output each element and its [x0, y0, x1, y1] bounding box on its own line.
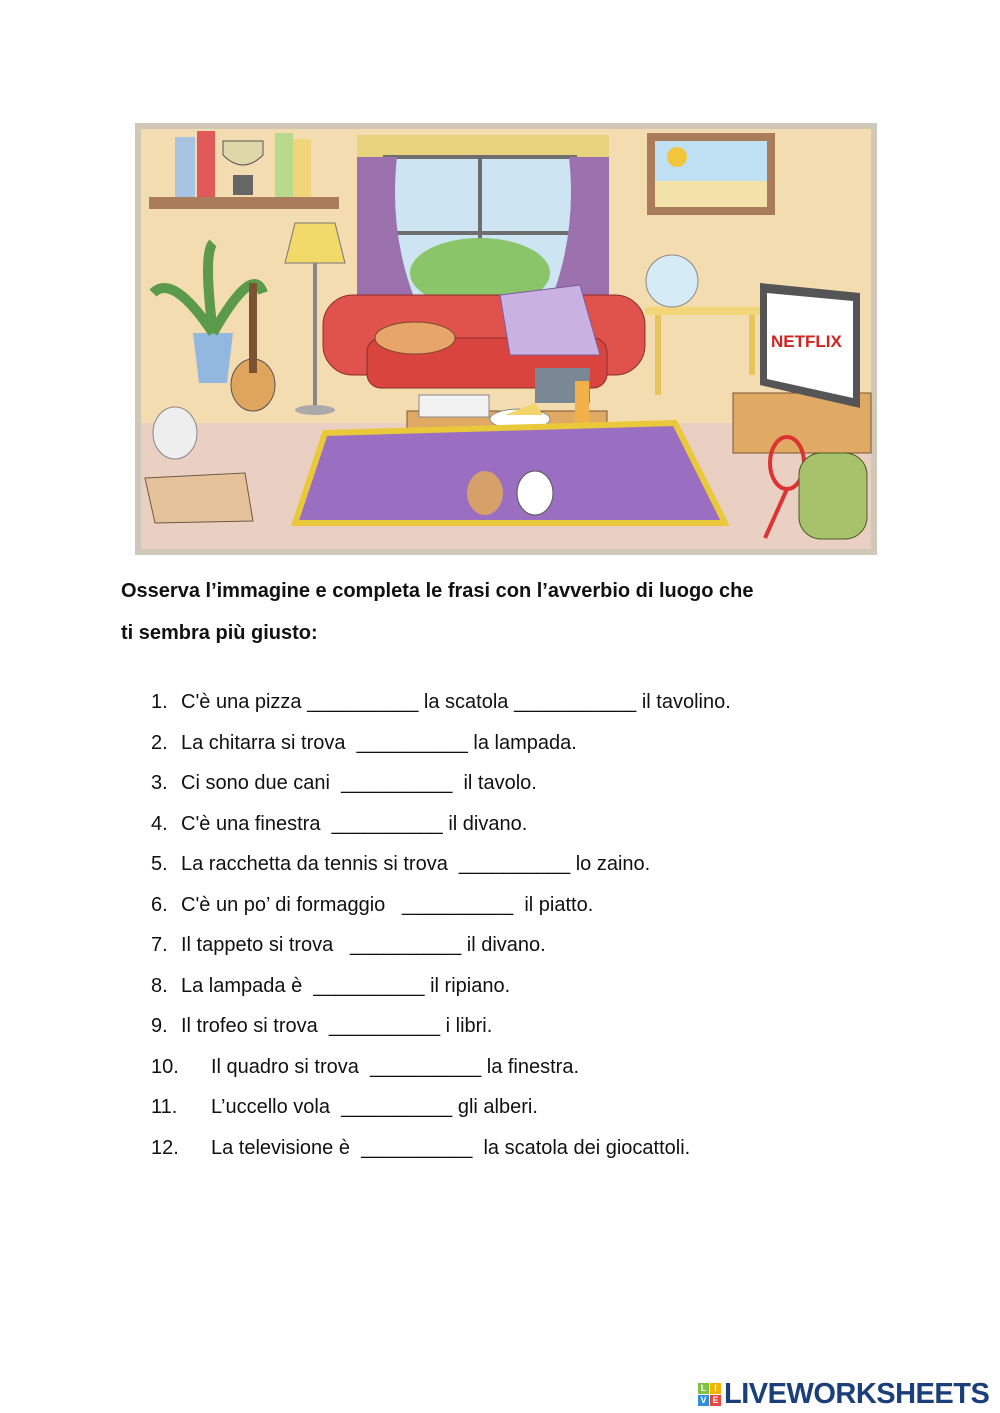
instruction-line-2: ti sembra più giusto:: [121, 622, 318, 644]
sentence-text[interactable]: C'è un po’ di formaggio __________ il piatto.: [181, 894, 594, 916]
liveworksheets-logo: [698, 1378, 989, 1411]
sentence-text[interactable]: C'è una pizza __________ la scatola ___________ il tavolino.: [181, 691, 731, 713]
sentence-number: 4.: [151, 813, 168, 835]
sentence-number: 6.: [151, 894, 168, 916]
logo-letter: E: [710, 1395, 721, 1406]
logo-letter: I: [710, 1383, 721, 1394]
sentence-number: 12.: [151, 1137, 179, 1159]
sentence-number: 9.: [151, 1015, 168, 1037]
sentence-text[interactable]: La racchetta da tennis si trova __________ lo zaino.: [181, 853, 651, 875]
sentence-text[interactable]: La televisione è __________ la scatola dei giocattoli.: [211, 1137, 691, 1159]
netflix-logo: NETFLIX: [771, 332, 842, 351]
sentence-text[interactable]: Ci sono due cani __________ il tavolo.: [181, 772, 537, 794]
sentence-text[interactable]: Il quadro si trova __________ la finestra.: [211, 1056, 580, 1078]
logo-text: LIVEWORKSHEETS: [724, 1378, 990, 1410]
logo-letter: L: [698, 1383, 709, 1394]
living-room-illustration: [135, 123, 877, 555]
sentence-number: 3.: [151, 772, 168, 794]
sentence-number: 10.: [151, 1056, 179, 1078]
sentence-text[interactable]: La chitarra si trova __________ la lampada.: [181, 732, 577, 754]
sentence-text[interactable]: Il tappeto si trova __________ il divano.: [181, 934, 546, 956]
logo-letter: V: [698, 1395, 709, 1406]
sentence-number: 5.: [151, 853, 168, 875]
sentence-text[interactable]: C'è una finestra __________ il divano.: [181, 813, 528, 835]
logo-icon: [698, 1383, 721, 1406]
sentence-number: 1.: [151, 691, 168, 713]
sentence-number: 7.: [151, 934, 168, 956]
sentence-text[interactable]: Il trofeo si trova __________ i libri.: [181, 1015, 493, 1037]
sentence-text[interactable]: La lampada è __________ il ripiano.: [181, 975, 511, 997]
sentence-number: 2.: [151, 732, 168, 754]
sentence-number: 11.: [151, 1096, 178, 1118]
sentence-number: 8.: [151, 975, 168, 997]
instruction-line-1: Osserva l’immagine e completa le frasi con l’avverbio di luogo che: [121, 580, 754, 602]
sentence-text[interactable]: L’uccello vola __________ gli alberi.: [211, 1096, 538, 1118]
